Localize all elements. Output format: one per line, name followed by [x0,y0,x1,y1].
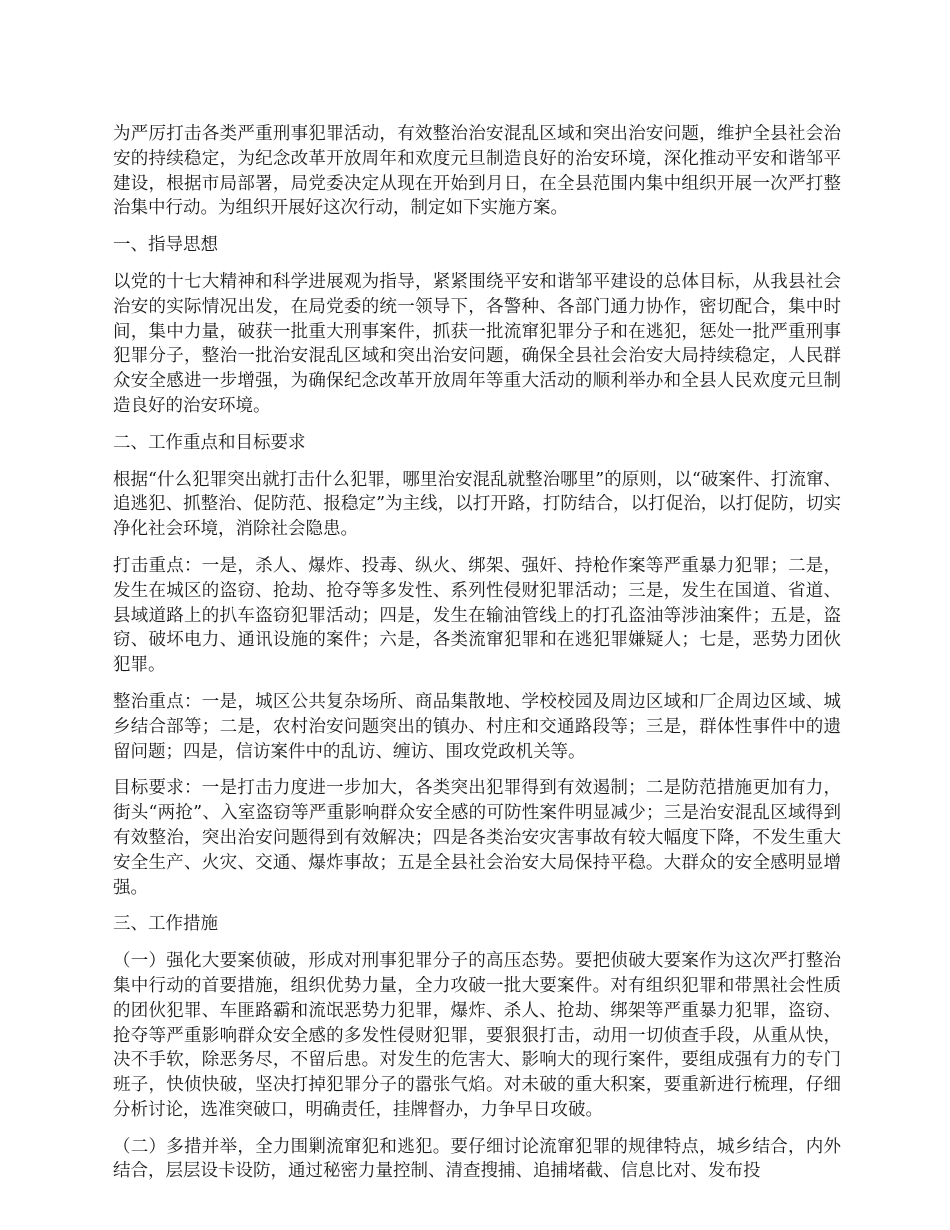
work-focus-paragraph-principle: 根据“什么犯罪突出就打击什么犯罪，哪里治安混乱就整治哪里”的原则，以“破案件、打流窜、追逃犯、抓整治、促防范、报稳定”为主线，以打开路，打防结合，以打促治，以打促防，切实净化社会环境，消除社会隐患。 [113,469,841,540]
intro-paragraph: 为严厉打击各类严重刑事犯罪活动，有效整治治安混乱区域和突出治安问题，维护全县社会治安的持续稳定，为纪念改革开放周年和欢度元旦制造良好的治安环境，深化推动平安和谐邹平建设，根据市局部署，局党委决定从现在开始到月日，在全县范围内集中组织开展一次严打整治集中行动。为组织开展好这次行动，制定如下实施方案。 [113,124,841,219]
work-focus-paragraph-strike-priorities: 打击重点：一是，杀人、爆炸、投毒、纵火、绑架、强奸、持枪作案等严重暴力犯罪；二是，发生在城区的盗窃、抢劫、抢夺等多发性、系列性侵财犯罪活动；三是，发生在国道、省道、县域道路上的扒车盗窃犯罪活动；四是，发生在输油管线上的打孔盗油等涉油案件；五是，盗窃、破坏电力、通讯设施的案件；六是，各类流窜犯罪和在逃犯罪嫌疑人；七是，恶势力团伙犯罪。 [113,555,841,676]
work-measures-paragraph-1: （一）强化大要案侦破，形成对刑事犯罪分子的高压态势。要把侦破大要案作为这次严打整治集中行动的首要措施，组织优势力量，全力攻破一批大要案件。对有组织犯罪和带黑社会性质的团伙犯罪、车匪路霸和流氓恶势力犯罪，爆炸、杀人、抢劫、绑架等严重暴力犯罪，盗窃、抢夺等严重影响群众安全感的多发性侵财犯罪，要狠狠打击，动用一切侦查手段，从重从快，决不手软，除恶务尽，不留后患。对发生的危害大、影响大的现行案件，要组成强有力的专门班子，快侦快破，坚决打掉犯罪分子的嚣张气焰。对未破的重大积案，要重新进行梳理，仔细分析讨论，选准突破口，明确责任，挂牌督办，力争早日攻破。 [113,951,841,1120]
work-focus-paragraph-goals: 目标要求：一是打击力度进一步加大，各类突出犯罪得到有效遏制；二是防范措施更加有力，街头“两抢”、入室盗窃等严重影响群众安全感的可防性案件明显减少；三是治安混乱区域得到有效整治，突出治安问题得到有效解决；四是各类治安灾害事故有较大幅度下降，不发生重大安全生产、火灾、交通、爆炸事故；五是全县社会治安大局保持平稳。大群众的安全感明显增强。 [113,778,841,898]
section-heading-work-focus: 二、工作重点和目标要求 [113,432,306,453]
document-page [113,122,841,1196]
guiding-ideology-paragraph: 以党的十七大精神和科学进展观为指导，紧紧围绕平安和谐邹平建设的总体目标，从我县社会治安的实际情况出发，在局党委的统一领导下，各警种、各部门通力协作，密切配合，集中时间，集中力量，破获一批重大刑事案件，抓获一批流窜犯罪分子和在逃犯，惩处一批严重刑事犯罪分子，整治一批治安混乱区域和突出治安问题，确保全县社会治安大局持续稳定，人民群众安全感进一步增强，为确保纪念改革开放周年等重大活动的顺利举办和全县人民欢度元旦制造良好的治安环境。 [113,271,841,416]
work-focus-paragraph-rectification-priorities: 整治重点：一是，城区公共复杂场所、商品集散地、学校校园及周边区域和厂企周边区域、城乡结合部等；二是，农村治安问题突出的镇办、村庄和交通路段等；三是，群体性事件中的遗留问题；四是，信访案件中的乱访、缠访、围攻党政机关等。 [113,691,841,762]
section-heading-guiding-ideology: 一、指导思想 [113,235,218,256]
work-measures-paragraph-2: （二）多措并举，全力围剿流窜犯和逃犯。要仔细讨论流窜犯罪的规律特点，城乡结合，内外结合，层层设卡设防，通过秘密力量控制、清查搜捕、追捕堵截、信息比对、发布投 [113,1136,841,1182]
section-heading-work-measures: 三、工作措施 [113,914,218,935]
